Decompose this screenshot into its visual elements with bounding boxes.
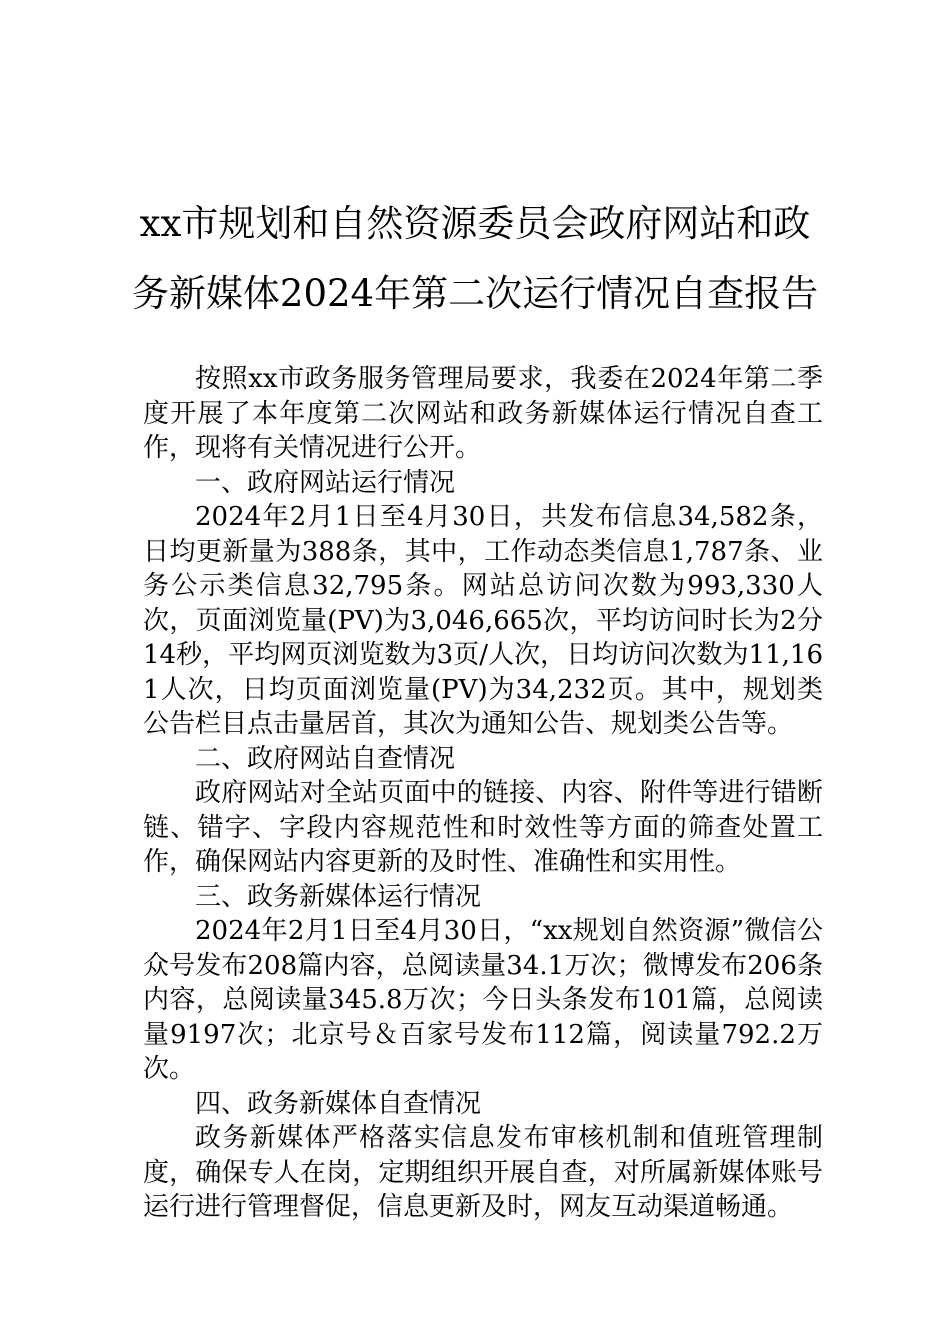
section-body-website-self-check: 政府网站对全站页面中的链接、内容、附件等进行错断链、错字、字段内容规范性和时效性等方面的筛查处置工作，确保网站内容更新的及时性、准确性和实用性。	[143, 778, 823, 877]
section-body-new-media-self-check: 政务新媒体严格落实信息发布审核机制和值班管理制度，确保专人在岗，定期组织开展自查，对所属新媒体账号运行进行管理督促，信息更新及时，网友互动渠道畅通。	[143, 1123, 823, 1222]
intro-paragraph: 按照xx市政务服务管理局要求，我委在2024年第二季度开展了本年度第二次网站和政务新媒体运行情况自查工作，现将有关情况进行公开。	[143, 364, 823, 463]
section-heading-new-media-operation: 三、政务新媒体运行情况	[195, 881, 482, 912]
section-body-new-media-operation: 2024年2月1日至4月30日，“xx规划自然资源”微信公众号发布208篇内容，总阅读量34.1万次；微博发布206条内容，总阅读量345.8万次；今日头条发布101篇，总阅读量9197次；北京号＆百家号发布112篇，阅读量792.2万次。	[143, 916, 823, 1084]
section-heading-website-operation: 一、政府网站运行情况	[195, 467, 456, 498]
section-body-website-operation: 2024年2月1日至4月30日，共发布信息34,582条，日均更新量为388条，其中，工作动态类信息1,787条、业务公示类信息32,795条。网站总访问次数为993,330人次，页面浏览量(PV)为3,046,665次，平均访问时长为2分14秒，平均网页浏览数为3页/人次，日均访问次数为11,161人次，日均页面浏览量(PV)为34,232页。其中，规划类公告栏目点击量居首，其次为通知公告、规划类公告等。	[143, 502, 823, 739]
section-heading-new-media-self-check: 四、政务新媒体自查情况	[195, 1088, 482, 1119]
section-heading-website-self-check: 二、政府网站自查情况	[195, 743, 456, 774]
document-title-line-1: xx市规划和自然资源委员会政府网站和政	[139, 202, 811, 245]
document-body	[143, 362, 823, 1225]
document-title-line-2: 务新媒体2024年第二次运行情况自查报告	[131, 272, 819, 315]
